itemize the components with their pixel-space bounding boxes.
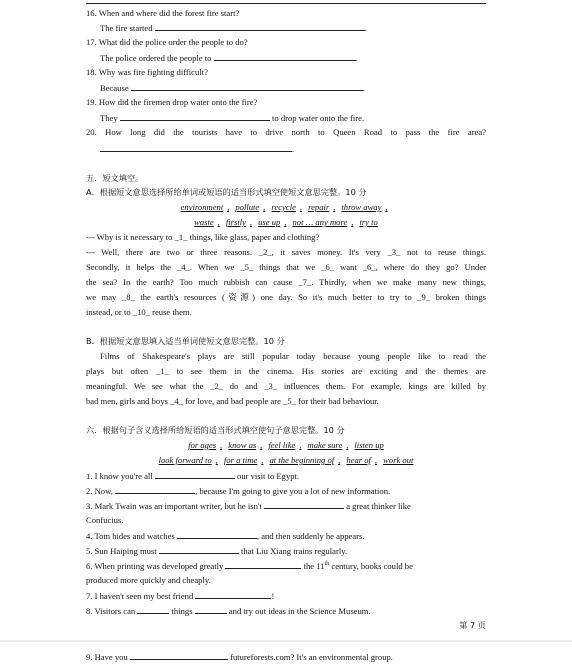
sentence-text: century, books could be bbox=[331, 561, 413, 571]
question-text: 20. How long did the tourists have to drive north to Queen Road to pass the fire area? bbox=[86, 127, 486, 137]
word-bank-item: try to bbox=[359, 217, 378, 227]
phrase-bank-item: make sure bbox=[307, 440, 343, 450]
passage-5b-line: bad men, girls and boys _4_ for love, and bad people are _5_ for their bad behaviour. bbox=[86, 396, 379, 406]
answer-blank[interactable] bbox=[131, 82, 363, 91]
question-17 bbox=[86, 37, 486, 48]
question-text: 18. Why was fire fighting difficult? bbox=[86, 67, 208, 77]
sentence-text: 1. I know you're all bbox=[86, 471, 153, 481]
passage-5b-line: plays but often _1_ to see them in the cinema. His stories are exciting and the themes are bbox=[86, 366, 486, 376]
word-bank-item: environment bbox=[180, 202, 224, 212]
phrase-bank-item: look forward to bbox=[158, 455, 212, 465]
answer-blank[interactable] bbox=[264, 500, 344, 509]
answer-17 bbox=[86, 52, 500, 64]
question-20 bbox=[86, 127, 486, 138]
phrase-bank-item: for a time bbox=[223, 455, 258, 465]
question-text: 17. What did the police order the people to do? bbox=[86, 37, 248, 47]
sentence-7 bbox=[86, 590, 486, 602]
word-bank-5a-row2: waste , firstly , use up , not … any more , try to bbox=[194, 217, 378, 227]
sentence-4 bbox=[86, 530, 486, 542]
answer-blank[interactable] bbox=[100, 143, 295, 154]
sentence-3-cont: Confucius. bbox=[86, 515, 124, 525]
sentence-text: things bbox=[171, 606, 193, 616]
answer-blank[interactable] bbox=[130, 651, 228, 660]
answer-blank[interactable] bbox=[225, 560, 301, 569]
answer-blank[interactable] bbox=[120, 112, 270, 121]
answer-16 bbox=[86, 22, 500, 34]
word-bank-5a-row1: environment , pollute , recycle , repair , throw away , bbox=[180, 202, 388, 212]
answer-blank[interactable] bbox=[115, 485, 195, 494]
phrase-bank-item: hear of bbox=[346, 455, 371, 465]
sentence-text: 6. When printing was developed greatly bbox=[86, 561, 224, 571]
sentence-6-cont: produced more quickly and cheaply. bbox=[86, 575, 211, 585]
phrase-bank-item: listen up bbox=[354, 440, 384, 450]
phrase-bank-row1: for ages , know as , feel like , make sure , listen up bbox=[188, 440, 384, 450]
superscript: th bbox=[324, 561, 330, 568]
phrase-bank-item: know as bbox=[228, 440, 257, 450]
top-rule bbox=[86, 3, 486, 4]
passage-5a-line: the sea? In the earth? Too much rubbish can cause _7_. Thirdly, when we make many new things, bbox=[86, 277, 486, 287]
sentence-6 bbox=[86, 560, 486, 572]
sentence-text: 4. Tom hides and watches bbox=[86, 531, 175, 541]
sentence-text: 2. Now, bbox=[86, 486, 113, 496]
answer-blank[interactable] bbox=[195, 590, 271, 599]
word-bank-item: throw away bbox=[341, 202, 382, 212]
sentence-text: 5. Sun Haiping must bbox=[86, 546, 157, 556]
answer-blank[interactable] bbox=[214, 52, 356, 61]
sentence-3 bbox=[86, 500, 486, 512]
question-18 bbox=[86, 67, 486, 78]
phrase-bank-item: at the beginning of bbox=[269, 455, 335, 465]
passage-5a-line: instead, or to _10_ reuse them. bbox=[86, 307, 192, 317]
word-bank-item: waste bbox=[194, 217, 214, 227]
phrase-bank-item: work out bbox=[383, 455, 414, 465]
passage-5b-line: Films of Shakespeare's plays are still popular today because young people like to read the bbox=[100, 351, 486, 361]
sentence-text: , because I'm going to give you a lot of new information. bbox=[195, 486, 391, 496]
question-16 bbox=[86, 8, 486, 19]
passage-5a-line: --- Well, there are two or three reasons. _2_, it saves money. It's very _3_ not to reuse things. bbox=[86, 247, 486, 257]
answer-prefix: Because bbox=[100, 83, 129, 93]
sentence-text: ! bbox=[271, 591, 275, 601]
answer-prefix: The police ordered the people to bbox=[100, 53, 212, 63]
answer-19 bbox=[86, 112, 500, 124]
passage-5a-line: Secondly, it helps the _4_. When we _5_ things that we _6_ want _6_, where do they go? Under bbox=[86, 262, 486, 272]
question-19 bbox=[86, 97, 486, 108]
word-bank-item: pollute bbox=[235, 202, 260, 212]
sentence-text: our visit to Egypt. bbox=[237, 471, 300, 481]
sentence-9 bbox=[86, 651, 486, 663]
period: . bbox=[355, 53, 358, 63]
passage-5a-line: we may _8_ the earth's resources (资源) one day. So it's much better to try to _9_ broken things bbox=[86, 292, 486, 302]
word-bank-item: repair bbox=[308, 202, 330, 212]
phrase-bank-item: feel like bbox=[268, 440, 296, 450]
passage-5a-line: --- Why is it necessary to _1_ things, like glass, paper and clothing? bbox=[86, 232, 320, 242]
sentence-text: 7. I haven't seen my best friend bbox=[86, 591, 194, 601]
sentence-text: the 11 bbox=[303, 561, 325, 571]
question-text: 16. When and where did the forest fire start? bbox=[86, 8, 240, 18]
section-6-title: 六．根据句子含义选择所给短语的适当形式填空使句子意思完整。10 分 bbox=[86, 425, 345, 435]
sentence-text: and try out ideas in the Science Museum. bbox=[228, 606, 371, 616]
sentence-1 bbox=[86, 470, 486, 482]
sentence-text: that Liu Xiang trains regularly. bbox=[240, 546, 348, 556]
sentence-text: a great thinker like bbox=[346, 501, 411, 511]
answer-18 bbox=[86, 82, 500, 94]
sentence-2 bbox=[86, 485, 486, 497]
page-number: 第 7 页 bbox=[459, 620, 486, 630]
phrase-bank-row2: look forward to , for a time , at the beginning of , hear of , work out bbox=[158, 455, 414, 465]
period: . bbox=[362, 83, 365, 93]
sentence-8 bbox=[86, 605, 486, 617]
answer-blank[interactable] bbox=[155, 470, 235, 479]
section-5b-instructions: B．根据短文意思填入适当单词使短文意思完整。10 分 bbox=[86, 336, 285, 346]
answer-blank[interactable] bbox=[195, 605, 227, 614]
page-break bbox=[0, 640, 572, 642]
word-bank-item: firstly bbox=[225, 217, 246, 227]
sentence-text: 9. Have you bbox=[86, 652, 128, 662]
sentence-text: 3. Mark Twain was an important writer, but he isn't bbox=[86, 501, 262, 511]
sentence-5 bbox=[86, 545, 486, 557]
answer-blank[interactable] bbox=[155, 22, 365, 31]
period: . bbox=[364, 23, 367, 33]
answer-prefix: They bbox=[100, 113, 118, 123]
word-bank-item: recycle bbox=[271, 202, 296, 212]
word-bank-item: use up bbox=[258, 217, 281, 227]
sentence-text: 8. Visitors can bbox=[86, 606, 136, 616]
question-text: 19. How did the firemen drop water onto the fire? bbox=[86, 97, 258, 107]
section-5-title: 五．短文填空。 bbox=[86, 173, 144, 183]
answer-blank[interactable] bbox=[177, 530, 257, 539]
answer-prefix: The fire started bbox=[100, 23, 153, 33]
answer-20 bbox=[86, 143, 500, 155]
answer-suffix: to drop water onto the fire. bbox=[271, 113, 365, 123]
word-bank-item: not … any more bbox=[292, 217, 348, 227]
answer-blank[interactable] bbox=[137, 605, 169, 614]
sentence-text: futureforests.com? It's an environmental group. bbox=[230, 652, 393, 662]
answer-blank[interactable] bbox=[159, 545, 239, 554]
period: . bbox=[292, 144, 295, 154]
passage-5b-line: meaningful. We see what the _2_ do and _3_ influences them. For example, kings are killed by bbox=[86, 381, 486, 391]
section-5a-instructions: A．根据短文意思选择所给单词或短语的适当形式填空使短文意思完整。10 分 bbox=[86, 187, 367, 197]
sentence-text: , and then suddenly he appears. bbox=[256, 531, 365, 541]
phrase-bank-item: for ages bbox=[188, 440, 217, 450]
